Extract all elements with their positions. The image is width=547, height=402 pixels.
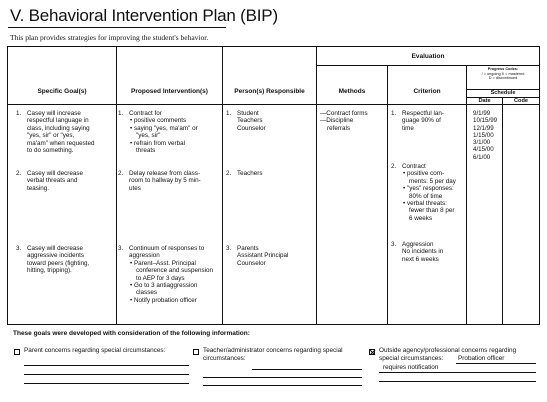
intervention-3-line: Continuum of responses to <box>129 245 205 252</box>
goal-3-line: toward peers (fighting, <box>27 259 90 267</box>
outside-agency-label: Outside agency/professional concerns regarding special circumstances: <box>379 347 517 362</box>
intervention-3-bullet: • Go to 3 antiaggression classes <box>130 282 198 297</box>
teacher-concerns-label: Teacher/administrator concerns regarding special circumstances: <box>203 347 343 362</box>
persons-3-line: Counselor <box>237 259 266 267</box>
goal-1-line: to do something. <box>27 147 74 155</box>
teacher-concerns-line[interactable] <box>203 377 362 378</box>
schedule-date: 3/1/00 <box>473 139 491 147</box>
criterion-3-line: No incidents in <box>402 248 444 256</box>
intervention-2-line: utes <box>129 184 141 192</box>
header-persons-responsible: Person(s) Responsible <box>234 88 305 95</box>
intervention-3 <box>118 245 221 304</box>
intervention-2 <box>118 170 221 192</box>
methods-line: —Discipline <box>320 117 354 125</box>
persons-1-number: 1. <box>226 110 232 117</box>
parent-concerns-label: Parent concerns regarding special circumstances: <box>24 347 166 354</box>
persons-1 <box>226 110 314 132</box>
methods-line: —Contract forms <box>320 110 368 117</box>
header-methods: Methods <box>338 88 366 95</box>
header-bottom-rule <box>8 104 539 105</box>
outside-agency-fill: Probation officer <box>458 355 505 362</box>
schedule-date: 4/15/00 <box>473 146 494 154</box>
criterion-2-bullet: • verbal threats: fewer than 8 per 6 weeks <box>403 200 455 222</box>
intervention-2-line: room to hallway by 5 min- <box>129 177 201 185</box>
intervention-1-bullet: • positive comments <box>130 117 187 125</box>
page-subtitle: This plan provides strategies for improving the student's behavior. <box>10 33 209 42</box>
goal-1-line: respectful language in <box>27 117 89 125</box>
persons-3-line: Assistant Principal <box>237 252 289 260</box>
title-rule <box>8 27 226 28</box>
goal-3-line: hitting, tripping). <box>27 267 72 275</box>
criterion-3-line: next 6 weeks <box>402 255 439 263</box>
schedule-date: 10/15/99 <box>473 117 498 125</box>
goal-1-number: 1. <box>16 110 22 117</box>
criterion-1-number: 1. <box>391 110 397 117</box>
progress-codes-legend <box>467 67 539 81</box>
footer-title: These goals were developed with consideration of the following information: <box>13 330 250 337</box>
schedule-date: 9/1/99 <box>473 110 491 117</box>
criterion-2-number: 2. <box>391 163 397 170</box>
goal-2-line: verbal threats and <box>27 177 78 185</box>
intervention-3-line: aggression <box>129 252 160 260</box>
outside-agency-line[interactable] <box>456 363 536 364</box>
schedule-date: 1/15/00 <box>473 131 494 139</box>
intervention-3-bullet: • Notify probation officer <box>130 296 197 304</box>
criterion-1 <box>391 110 465 132</box>
schedule-dates <box>473 110 503 161</box>
criterion-2-bullet: • positive com- ments: 5 per day <box>403 170 456 185</box>
outside-agency-checkbox[interactable] <box>369 349 375 355</box>
criterion-3 <box>391 241 465 263</box>
criterion-2-bullet: • "yes" responses: 80% of time <box>403 185 454 200</box>
evaluation-rule <box>317 65 539 66</box>
goal-2-line: teasing. <box>27 184 50 192</box>
outside-agency-line[interactable] <box>379 381 536 382</box>
goal-1-line: ma'am" when requested <box>27 139 95 147</box>
persons-1-line: Student <box>237 110 259 117</box>
goal-1-line: class, including saying <box>27 124 90 132</box>
goal-1 <box>16 110 114 154</box>
criterion-1-line: time <box>402 124 414 132</box>
parent-concerns-line[interactable] <box>24 383 189 384</box>
progress-codes-line1: / = ongoing X = mastered <box>481 71 525 76</box>
progress-codes-title: Progress Codes: <box>487 67 519 71</box>
methods-cell <box>320 110 386 132</box>
goal-2-line: Casey will decrease <box>27 170 83 177</box>
parent-concerns-checkbox[interactable] <box>14 349 20 355</box>
goal-3 <box>16 245 114 275</box>
header-schedule: Schedule <box>490 90 516 96</box>
criterion-2-line: Contract <box>402 163 426 170</box>
teacher-concerns-line[interactable] <box>252 369 362 370</box>
intervention-2-number: 2. <box>118 170 124 177</box>
intervention-3-bullet: • Parent–Asst. Principal conference and suspension to AEP for 3 days <box>130 259 214 282</box>
intervention-2-line: Delay release from class- <box>129 170 201 177</box>
criterion-2 <box>391 163 465 222</box>
goal-3-line: aggressive incidents <box>27 252 85 260</box>
persons-2-number: 2. <box>226 170 232 177</box>
intervention-1-number: 1. <box>118 110 124 117</box>
teacher-concerns-line[interactable] <box>203 385 362 386</box>
schedule-date: 12/1/99 <box>473 124 494 132</box>
criterion-3-line: Aggression <box>402 241 434 248</box>
page-title: V. Behavioral Intervention Plan (BIP) <box>10 6 278 25</box>
goal-3-number: 3. <box>16 245 22 252</box>
goal-2-number: 2. <box>16 170 22 177</box>
schedule-date: 6/1/00 <box>473 153 491 161</box>
persons-1-line: Teachers <box>237 117 263 125</box>
outside-agency-line[interactable] <box>379 372 536 373</box>
persons-3-number: 3. <box>226 245 232 252</box>
persons-3-line: Parents <box>237 245 259 252</box>
persons-2 <box>226 170 314 177</box>
intervention-3-number: 3. <box>118 245 124 252</box>
parent-concerns-line[interactable] <box>24 365 189 366</box>
progress-codes-line2: D = discontinued <box>488 76 518 81</box>
header-code: Code <box>514 98 528 104</box>
goal-1-line: Casey will increase <box>27 110 81 117</box>
header-proposed-interventions: Proposed Intervention(s) <box>131 88 208 95</box>
goal-2 <box>16 170 114 192</box>
header-date: Date <box>478 98 491 104</box>
goal-1-line: "yes, sir" or "yes, <box>27 132 75 140</box>
intervention-1-bullet: • refrain from verbal threats <box>130 139 186 155</box>
intervention-1-line: Contract for <box>129 110 162 117</box>
persons-3 <box>226 245 314 267</box>
criterion-1-line: guage 90% of <box>402 117 441 125</box>
persons-2-line: Teachers <box>237 170 263 177</box>
header-evaluation: Evaluation <box>411 53 445 60</box>
persons-1-line: Counselor <box>237 124 266 132</box>
methods-line: referrals <box>327 124 351 132</box>
parent-concerns-line[interactable] <box>24 374 189 375</box>
intervention-1-bullet: • saying "yes, ma'am" or "yes, sir" <box>130 124 198 140</box>
teacher-concerns-checkbox[interactable] <box>193 349 199 355</box>
header-criterion: Criterion <box>413 88 441 95</box>
criterion-3-number: 3. <box>391 241 397 248</box>
intervention-1 <box>118 110 221 154</box>
outside-agency-fill-2: requires notification <box>383 364 439 371</box>
criterion-1-line: Respectful lan- <box>402 110 444 117</box>
header-specific-goals: Specific Goal(s) <box>37 88 87 95</box>
goal-3-line: Casey will decrease <box>27 245 83 252</box>
